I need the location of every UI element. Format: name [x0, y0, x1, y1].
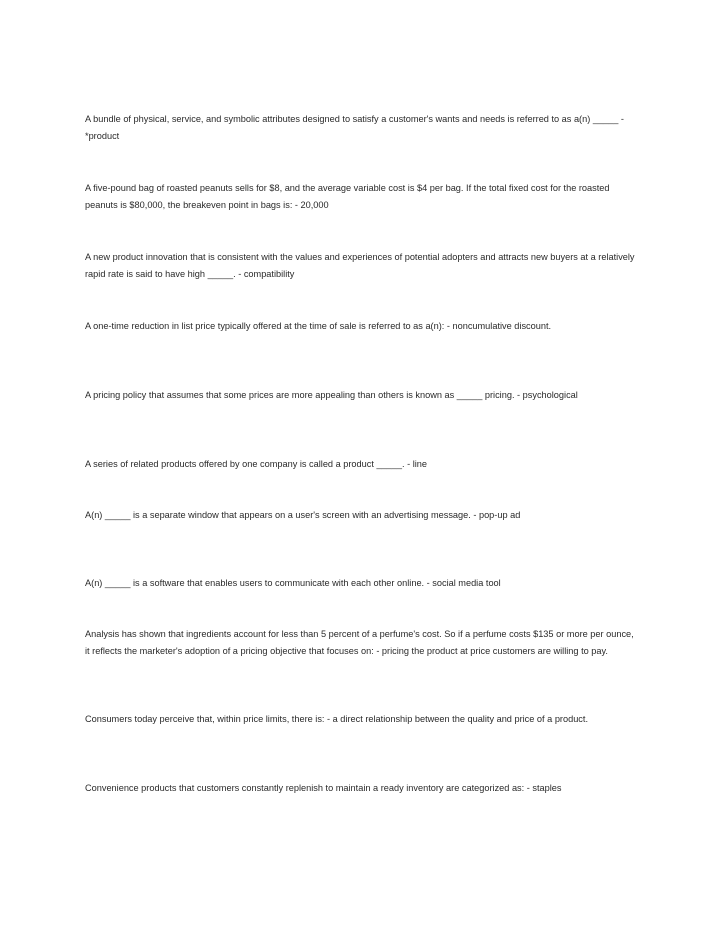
qa-item-2: A five-pound bag of roasted peanuts sells for $8, and the average variable cost is $4 per bag. If the total fixed cost for the roasted peanuts is $80,000, the breakeven point in bags is: - 20,000	[85, 183, 610, 210]
qa-item-8: A(n) _____ is a software that enables users to communicate with each other online. - social media tool	[85, 578, 501, 588]
qa-item-5: A pricing policy that assumes that some prices are more appealing than others is known as _____ pricing. - psychological	[85, 390, 578, 400]
qa-item-10: Consumers today perceive that, within price limits, there is: - a direct relationship between the quality and price of a product.	[85, 714, 589, 724]
qa-item-4: A one-time reduction in list price typically offered at the time of sale is referred to as a(n): - noncumulative discount.	[85, 321, 552, 331]
qa-item-6: A series of related products offered by one company is called a product _____. - line	[85, 459, 428, 469]
qa-item-1: A bundle of physical, service, and symbolic attributes designed to satisfy a customer's wants and needs is referred to as a(n) _____ - *product	[85, 114, 624, 141]
qa-item-7: A(n) _____ is a separate window that appears on a user's screen with an advertising message. - pop-up ad	[85, 510, 521, 520]
qa-item-3: A new product innovation that is consistent with the values and experiences of potential adopters and attracts new buyers at a relatively rapid rate is said to have high _____. - compatibility	[85, 252, 635, 279]
qa-item-9: Analysis has shown that ingredients account for less than 5 percent of a perfume's cost. So if a perfume costs $135 or more per ounce, it reflects the marketer's adoption of a pricing objective that focuses on: - pricing the product at price customers are willing to pay.	[85, 629, 634, 656]
qa-item-11: Convenience products that customers constantly replenish to maintain a ready inventory are categorized as: - staples	[85, 783, 562, 793]
